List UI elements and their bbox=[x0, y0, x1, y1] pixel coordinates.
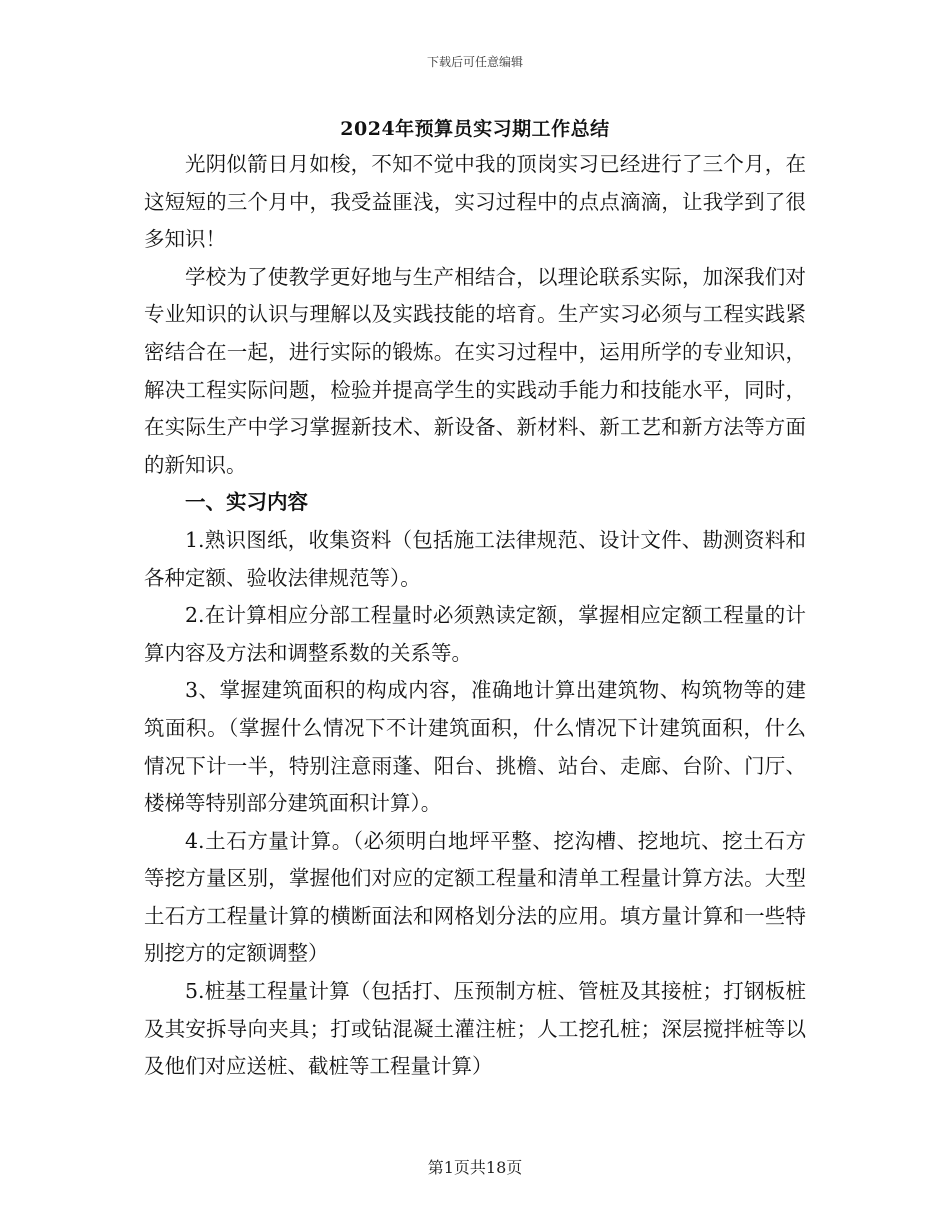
list-item-2: 2.在计算相应分部工程量时必须熟读定额，掌握相应定额工程量的计算内容及方法和调整系数的关系等。 bbox=[144, 603, 806, 665]
list-item-3: 3、掌握建筑面积的构成内容，准确地计算出建筑物、构筑物等的建筑面积。（掌握什么情况下不计建筑面积，什么情况下计建筑面积，什么情况下计一半，特别注意雨蓬、阳台、挑檐、站台、走廊、台阶、门厅、楼梯等特别部分建筑面积计算）。 bbox=[144, 678, 806, 816]
paragraph-intro: 光阴似箭日月如梭，不知不觉中我的顶岗实习已经进行了三个月，在这短短的三个月中，我受益匪浅，实习过程中的点点滴滴，让我学到了很多知识！ bbox=[144, 152, 806, 252]
document-title: 2024年预算员实习期工作总结 bbox=[340, 118, 610, 140]
page-footer: 第1页共18页 bbox=[427, 1158, 523, 1177]
paragraph-purpose: 学校为了使教学更好地与生产相结合，以理论联系实际，加深我们对专业知识的认识与理解以及实践技能的培育。生产实习必须与工程实践紧密结合在一起，进行实际的锻炼。在实习过程中，运用所学的专业知识，解决工程实际问题，检验并提高学生的实践动手能力和技能水平，同时，在实际生产中学习掌握新技术、新设备、新材料、新工艺和新方法等方面的新知识。 bbox=[144, 264, 806, 477]
page-header-note: 下载后可任意编辑 bbox=[426, 55, 523, 69]
section-heading-internship-content: 一、实习内容 bbox=[185, 490, 308, 515]
list-item-1: 1.熟识图纸，收集资料（包括施工法律规范、设计文件、勘测资料和各种定额、验收法律规范等）。 bbox=[144, 527, 806, 590]
list-item-4: 4.土石方量计算。（必须明白地坪平整、挖沟槽、挖地坑、挖土石方等挖方量区别，掌握他们对应的定额工程量和清单工程量计算方法。大型土石方工程量计算的横断面法和网格划分法的应用。填方量计算和一些特别挖方的定额调整） bbox=[144, 828, 806, 966]
document-body bbox=[144, 146, 806, 1086]
list-item-5: 5.桩基工程量计算（包括打、压预制方桩、管桩及其接桩；打钢板桩及其安拆导向夹具；打或钻混凝土灌注桩；人工挖孔桩；深层搅拌桩等以及他们对应送桩、截桩等工程量计算） bbox=[144, 979, 806, 1079]
